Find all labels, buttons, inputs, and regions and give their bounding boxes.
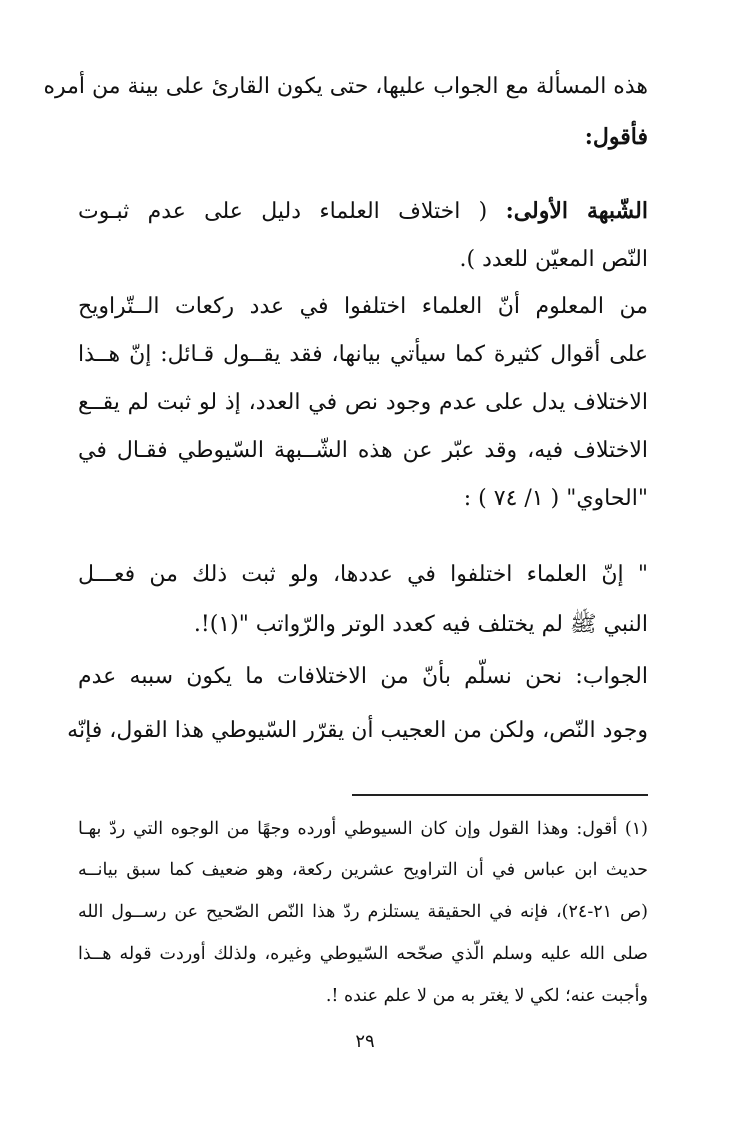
footnote-line-3: (ص ٢١-٢٤)، فإنه في الحقيقة يستلزم ردّ هذا النّص الصّحيح عن رســول الله — [78, 902, 648, 922]
footnote-separator — [352, 794, 648, 796]
body-line-7: الاختلاف يدل على عدم وجود نص في العدد، إذ لو ثبت لم يقــع — [78, 390, 648, 415]
page-number: ٢٩ — [355, 1031, 375, 1052]
quote-line-1: " إنّ العلماء اختلفوا في عددها، ولو ثبت ذلك من فعـــل — [78, 562, 648, 587]
footnote-line-2: حديث ابن عباس في أن التراويح عشرين ركعة، وهو ضعيف كما سبق بيانــه — [78, 860, 648, 880]
heading-text: ( اختلاف العلماء دليل على عدم ثبـوت — [78, 199, 488, 224]
body-line-12: الجواب: نحن نسلّم بأنّ من الاختلافات ما يكون سببه عدم — [78, 664, 648, 689]
heading-label: الشّبهة الأولى: — [505, 198, 649, 224]
body-line-1: هذه المسألة مع الجواب عليها، حتى يكون القارئ على بينة من أمره — [43, 74, 648, 99]
quote-line-2: النبي ﷺ لم يختلف فيه كعدد الوتر والرّواتب "(١)!. — [193, 612, 648, 637]
body-line-4: النّص المعيّن للعدد ). — [459, 247, 648, 272]
body-line-8: الاختلاف فيه، وقد عبّر عن هذه الشّــبهة السّيوطي فقـال في — [78, 438, 648, 463]
footnote-line-1: (١) أقول: وهذا القول وإن كان السيوطي أورده وجهًا من الوجوه التي ردّ بهـا — [78, 819, 648, 839]
heading-line — [78, 196, 648, 227]
body-line-6: على أقوال كثيرة كما سيأتي بيانها، فقد يقــول قـائل: إنّ هــذا — [78, 342, 648, 367]
body-line-5: من المعلوم أنّ العلماء اختلفوا في عدد ركعات الــتّراويح — [78, 294, 648, 319]
footnote-line-5: وأجبت عنه؛ لكي لا يغتر به من لا علم عنده !. — [325, 986, 648, 1006]
footnote-line-4: صلى الله عليه وسلم الّذي صحّحه السّيوطي وغيره، ولذلك أوردت قوله هــذا — [78, 944, 648, 964]
body-line-2: فأقول: — [584, 124, 648, 150]
body-line-9: "الحاوي" ( ١/ ٧٤ ) : — [463, 486, 648, 511]
body-line-13: وجود النّص، ولكن من العجيب أن يقرّر السّيوطي هذا القول، فإنّه — [67, 718, 648, 743]
